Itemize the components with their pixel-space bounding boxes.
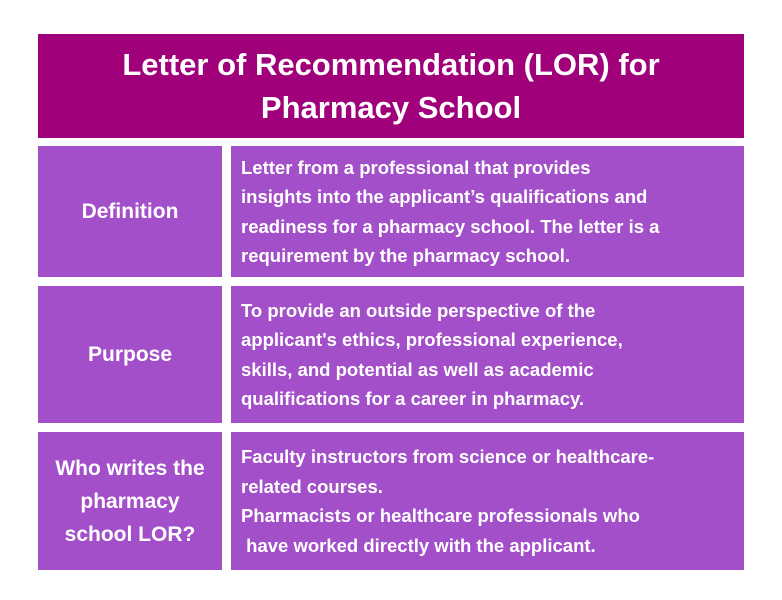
row-label-definition: Definition — [38, 146, 222, 277]
content-line: have worked directly with the applicant. — [241, 534, 596, 556]
row-label-who-writes: Who writes the pharmacy school LOR? — [38, 432, 222, 570]
page-title: Letter of Recommendation (LOR) for Pharmacy School — [122, 47, 660, 125]
content-line: insights into the applicant’s qualifications and — [241, 186, 648, 207]
row-content-purpose — [231, 286, 744, 423]
row-content-who-writes — [231, 432, 744, 570]
row-content-definition — [231, 146, 744, 277]
content-line: Pharmacists or healthcare professionals who — [241, 505, 640, 526]
content-line: applicant's ethics, professional experience, — [241, 329, 623, 350]
content-line: To provide an outside perspective of the — [241, 299, 596, 321]
row-label-purpose: Purpose — [38, 286, 222, 423]
content-line: Letter from a professional that provides — [241, 156, 591, 178]
title-banner — [38, 34, 744, 138]
content-line: skills, and potential as well as academic — [241, 358, 594, 380]
content-line: requirement by the pharmacy school. — [241, 245, 570, 266]
content-line: related courses. — [241, 475, 383, 497]
content-line: qualifications for a career in pharmacy. — [241, 388, 585, 409]
content-line: readiness for a pharmacy school. The letter is a — [241, 215, 660, 237]
content-line: Faculty instructors from science or healthcare- — [241, 446, 655, 467]
